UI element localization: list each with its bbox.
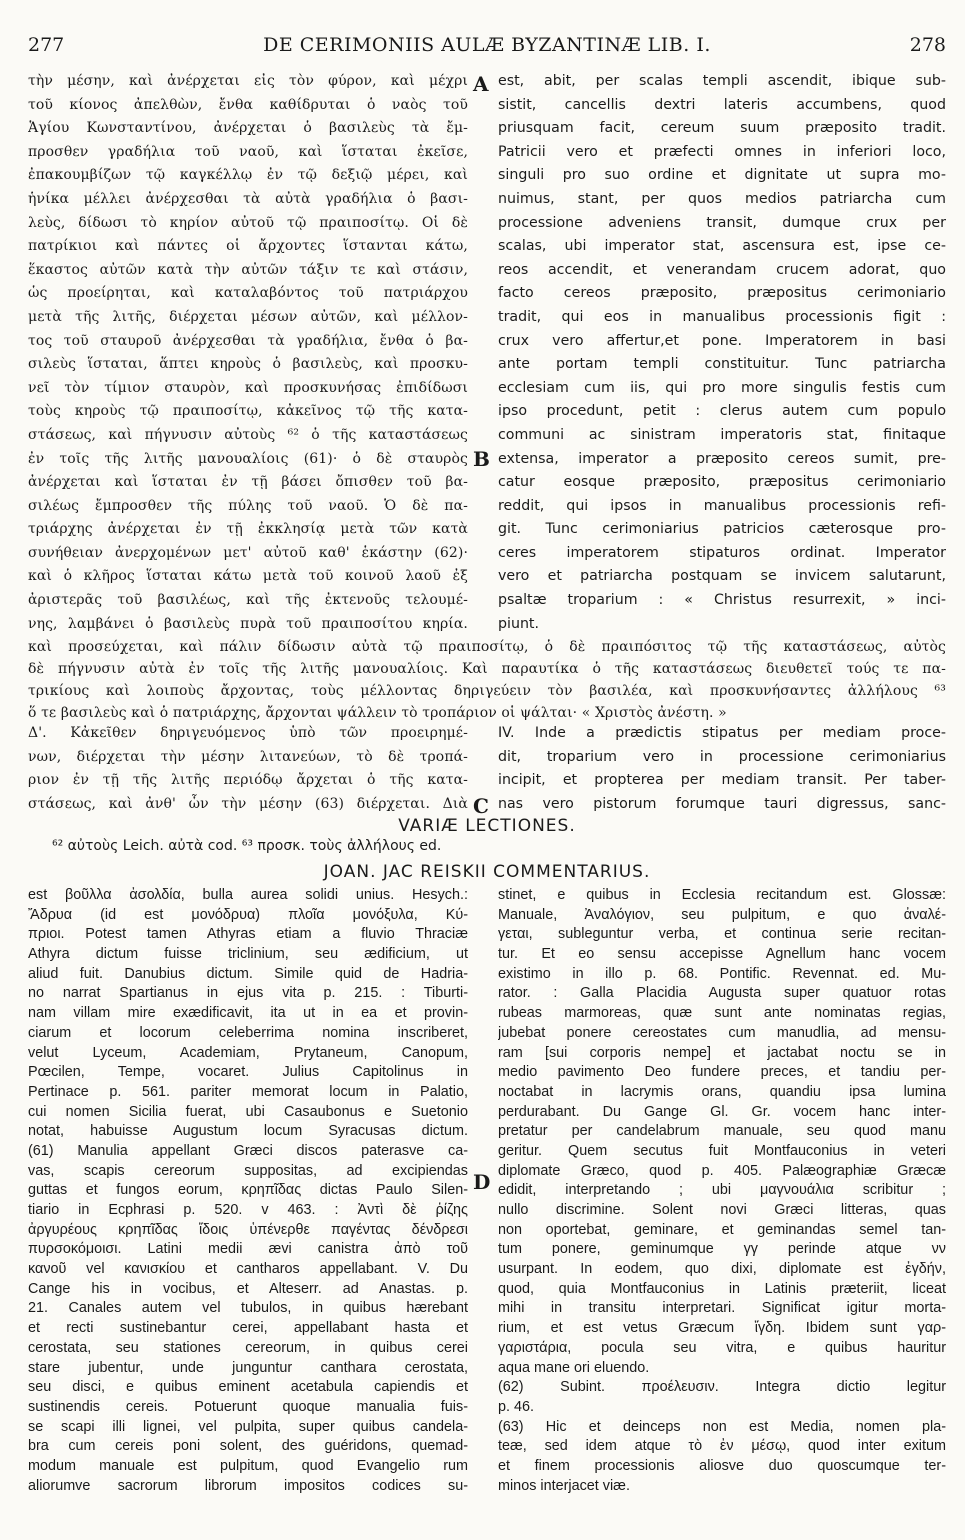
text-line: dit, troparium vero in processione cerimoniarius bbox=[498, 748, 946, 765]
text-line: στάσεως, καὶ ἀνθ' ὧν τὴν μέσην (63) διέρχεται. Διὰ bbox=[28, 795, 468, 812]
text-line: nullo discrimine. Solent novi Græci litteras, quas bbox=[498, 1202, 946, 1218]
text-line: reos accendit, et venerandam crucem adorat, quo bbox=[498, 261, 946, 278]
text-line: cerostata, seu stationes cereorum, in quibus cerei bbox=[28, 1339, 468, 1356]
commentary-right-column bbox=[498, 886, 946, 1496]
text-line: nuimus, stant, per quos medios patriarcha cum bbox=[498, 190, 946, 207]
text-line: καὶ ὁ κλῆρος ἵσταται κάτω μετὰ τοῦ κοινοῦ λαοῦ ἐξ bbox=[28, 568, 468, 585]
text-line: Athyra dictum fuisse triclinium, seu ædificium, ut bbox=[28, 946, 468, 963]
text-line: ciarum et locorum celeberrima nomina inscriberet, bbox=[28, 1024, 468, 1041]
text-line: προσθεν γραδήλια τοῦ ναοῦ, καὶ ἵσταται ἐκεῖσε, bbox=[28, 143, 468, 160]
text-line: scalas, ubi imperator stat, ascensura est, ipse ce- bbox=[498, 238, 946, 255]
text-line: nam villam mire exædificavit, ita ut in ea et provin- bbox=[28, 1005, 468, 1022]
text-line: tradit, qui eos in manualibus processionis figit : bbox=[498, 308, 946, 325]
text-line: 21. Canales autem vel tubulos, in quibus hærebant bbox=[28, 1300, 468, 1317]
text-line: Ἁγίου Κωνσταντίνου, ἀνέρχεται ὁ βασιλεὺς τὰ ἔμ- bbox=[28, 120, 468, 137]
text-line: aqua mane ori eluendo. bbox=[498, 1359, 650, 1376]
text-line: bra cum cereis poni solent, des guéridons, quemad- bbox=[28, 1438, 468, 1455]
commentary-left-column bbox=[28, 886, 468, 1496]
text-line: usurpant. In eodem, quo dixi, diplomate est ἐγδήν, bbox=[498, 1261, 946, 1278]
text-line: stare jubentur, unde junguntur canthara cerostata, bbox=[28, 1359, 468, 1376]
page-number-left: 277 bbox=[28, 34, 65, 56]
text-line: non oportebat, geminare, et geminandas semel tan- bbox=[498, 1221, 946, 1238]
margin-marker-c: C bbox=[473, 794, 489, 818]
text-line: sistit, cancellis dextri lateris accumbens, quod bbox=[498, 96, 946, 113]
text-line: ἡνίκα μέλλει ἀνέρχεσθαι τὰ αὐτὰ γραδήλια ὁ βασι- bbox=[28, 190, 468, 207]
margin-marker-a: A bbox=[473, 72, 489, 96]
text-line: στάσεως, καὶ πήγνυσιν αὐτοὺς ⁶² ὁ τῆς καταστάσεως bbox=[28, 426, 468, 443]
text-line: aliorumve sacrorum librorum impositos codices su- bbox=[28, 1477, 468, 1494]
text-line: vero et patriarcha postquam se invicem salutarunt, bbox=[498, 568, 946, 585]
text-line: quod, quia Montfauconius in Latinis præteriit, liceat bbox=[498, 1280, 946, 1297]
text-line: ἐπακουμβίζων τῷ καγκέλλῳ ἐν τῷ δεξιῷ μέρει, καὶ bbox=[28, 167, 468, 184]
text-line: nas vero pistorum forumque tauri digressus, sanc- bbox=[498, 795, 946, 812]
text-line: vas, scapis cereorum suppositas, ad excipiendas bbox=[28, 1162, 468, 1179]
text-line: Pertinace p. 561. pariter memorat locum in Palatio, bbox=[28, 1083, 468, 1100]
text-line: no narrat Spartianus in ejus vita p. 215. : Tiburti- bbox=[28, 985, 468, 1002]
text-line: σιλεὺς ἵσταται, ἅπτει κηροὺς ὁ βασιλεὺς, καὶ προσκυ- bbox=[28, 356, 468, 373]
text-line: guttas et fungos eorum, κρηπῖδας dictas Paulo Silen- bbox=[28, 1182, 468, 1199]
text-line: κανοῦ vel κανισκίου et cantharos appellabant. V. Du bbox=[28, 1261, 468, 1278]
text-line: ceres imperatorem stipaturos ordinat. Imperator bbox=[498, 544, 946, 561]
text-line: τοὺς κηροὺς τῷ πραιποσίτῳ, κἀκεῖνος τῷ τῆς κατα- bbox=[28, 403, 468, 420]
text-line: velut Lyceum, Academiam, Prytaneum, Canopum, bbox=[28, 1044, 468, 1061]
text-line: se scapi illi lignei, vel pulpita, super quibus candela- bbox=[28, 1418, 468, 1435]
text-line: reddit, qui ipsos in manualibus processionis refi- bbox=[498, 497, 946, 514]
text-line: piunt. bbox=[498, 615, 540, 632]
text-line: ἐν τοῖς τῆς λιτῆς μανουαλίοις (61)· ὁ δὲ σταυρὸς bbox=[28, 450, 468, 467]
text-line: et recti sustinebantur cerei, appellabant hasta et bbox=[28, 1320, 468, 1337]
text-line: Pœcilen, Tempe, vocaret. Julius Capitolinus in bbox=[28, 1064, 468, 1081]
greek-full-width-text bbox=[28, 636, 946, 724]
text-line: perdurabant. Du Gange Gl. Gr. vocem hanc inter- bbox=[498, 1103, 946, 1120]
text-line: τος τοῦ σταυροῦ ἀνέρχεσθαι τὰ γραδήλια, ἔνθα ὁ βα- bbox=[28, 332, 468, 349]
text-line: γαριστάρια, pocula seu vitra, e quibus hauritur bbox=[498, 1339, 946, 1356]
text-line: Cange his in vocibus, et Alteserr. ad Anastas. p. bbox=[28, 1280, 468, 1297]
text-line: cui nomen Sicilia fuerat, ubi Casaubonus e Suetonio bbox=[28, 1103, 468, 1120]
margin-marker-d: D bbox=[473, 1170, 491, 1194]
text-line: rium, et est vetus Græcum ἴγδη. Ibidem sunt γαρ- bbox=[498, 1320, 946, 1337]
latin-text-column bbox=[498, 70, 946, 636]
text-line: τοῦ κίονος ἀπελθὼν, ἔνθα καθίδρυται ὁ ναὸς τοῦ bbox=[28, 96, 468, 113]
text-line: δὲ πήγνυσιν αὐτὰ ἐν τοῖς τῆς λιτῆς μανουαλίοις. Καὶ παραυτίκα ὁ τῆς καταστάσεως διευθετεῖ τούς τε πα- bbox=[28, 661, 946, 677]
text-line: πυρσοκόμοισι. Latini medii ævi canistra ἀπὸ τοῦ bbox=[28, 1241, 468, 1258]
text-line: git. Tunc cerimoniarius patricios cæterosque pro- bbox=[498, 521, 946, 538]
text-line: συνήθειαν ἀνερχομένων μετ' αὐτοῦ καθ' ἑκάστην (62)· bbox=[28, 544, 468, 561]
text-line: ἀνέρχεται καὶ ἵσταται ἐν τῇ βάσει ὄπισθεν τοῦ βα- bbox=[28, 474, 468, 491]
book-page bbox=[28, 0, 946, 1540]
text-line: et finem processionis aliosve duo quoscumque ter- bbox=[498, 1457, 946, 1474]
text-line: modum manuale est pulpitum, quod Evangelio rum bbox=[28, 1457, 468, 1474]
text-line: singuli pro suo ordine et dignitate ut supra mo- bbox=[498, 167, 946, 184]
variae-lectiones-text: ⁶² αὐτοὺς Leich. αὐτὰ cod. ⁶³ προσκ. τοὺς ἀλλήλους ed. bbox=[52, 838, 442, 854]
text-line: ὡς προείρηται, καὶ καταλαβόντος τοῦ πατριάρχου bbox=[28, 285, 468, 302]
text-line: ἕκαστος αὐτῶν κατὰ τὴν αὐτῶν τάξιν τε καὶ στάσιν, bbox=[28, 261, 468, 278]
text-line: (63) Hic et deinceps non est Media, nomen pla- bbox=[498, 1418, 946, 1435]
margin-marker-b: B bbox=[473, 447, 490, 471]
text-line: IV. Inde a prædictis stipatus per mediam proce- bbox=[498, 725, 946, 741]
text-line: est, abit, per scalas templi ascendit, ibique sub- bbox=[498, 73, 946, 89]
text-line: noctabat in lacrymis orans, quandiu ipsa lumina bbox=[498, 1083, 946, 1100]
text-line: πριοι. Potest tamen Athyras etiam a fluvio Thraciæ bbox=[28, 926, 468, 943]
text-line: νων, διέρχεται τὴν μέσην λιτανεύων, τὸ δὲ τροπά- bbox=[28, 748, 468, 765]
text-line: crux vero affertur,et pone. Imperatorem in basi bbox=[498, 332, 946, 349]
greek-text-column-2 bbox=[28, 722, 468, 816]
text-line: πατρίκιοι καὶ πάντες οἱ ἄρχοντες ἵστανται κάτω, bbox=[28, 238, 468, 255]
text-line: aliud fuit. Danubius dictum. Simile quid de Hadria- bbox=[28, 965, 468, 982]
text-line: rubeas marmoreas, quæ sunt ante nominatas regias, bbox=[498, 1005, 946, 1022]
text-line: geritur. Quem secutus fuit Montfauconius in veteri bbox=[498, 1142, 946, 1159]
text-line: priusquam facit, cereum suum præposito tradit. bbox=[498, 120, 946, 137]
text-line: rator. : Galla Placidia Augusta super quatuor rotas bbox=[498, 985, 946, 1002]
text-line: (62) Subint. προέλευσιν. Integra dictio legitur bbox=[498, 1379, 946, 1396]
text-line: incipit, et propterea per mediam transit. Per taber- bbox=[498, 772, 946, 789]
text-line: existimo in illo p. 68. Pontific. Revennat. ed. Mu- bbox=[498, 965, 946, 982]
text-line: γεται, subleguntur verba, et continua serie recitan- bbox=[498, 926, 946, 943]
text-line: ecclesiam cum iis, qui pro more singulis festis cum bbox=[498, 379, 946, 396]
text-line: Manuale, Ἀναλόγιον, seu pulpitum, e quo ἀναλέ- bbox=[498, 906, 946, 923]
text-line: ἀργυρέους κρηπῖδας ἴδοις ὑπένερθε παγέντας δένδρεσι bbox=[28, 1221, 468, 1238]
text-line: pretatur per candelabrum manuale, seu quod manu bbox=[498, 1123, 946, 1140]
text-line: tum ponere, geminumque γγ perinde atque νν bbox=[498, 1241, 946, 1258]
text-line: τρικίους καὶ λοιποὺς ἄρχοντας, τοὺς μέλλοντας δηριγεύειν τὸν βασιλέα, καὶ προσκυνήσαντες ἀλλήλους ⁶³ bbox=[28, 683, 946, 699]
page-number-right: 278 bbox=[909, 34, 946, 56]
text-line: tur. Et eo sensu accepisse Agnellum hanc vocem bbox=[498, 946, 946, 963]
text-line: tiario in Ecphrasi p. 520. v 463. : Ἀντὶ δὲ ῥίζης bbox=[28, 1202, 468, 1218]
commentary-heading: JOAN. JAC REISKII COMMENTARIUS. bbox=[323, 862, 651, 882]
text-line: psaltæ troparium : « Christus resurrexit, » inci- bbox=[498, 592, 946, 609]
text-line: facto cereos præposito, præpositus cerimoniario bbox=[498, 285, 946, 302]
text-line: σιλέως ἔμπροσθεν τῆς πύλης τοῦ ναοῦ. Ὁ δὲ πα- bbox=[28, 497, 468, 514]
text-line: catur eosque præposito, præpositus cerimoniario bbox=[498, 474, 946, 491]
text-line: notat, habuisse Augustum locum Syracusas dictum. bbox=[28, 1123, 468, 1140]
text-line: edidit, interpretando ; ubi μαγνουάλια scribitur ; bbox=[498, 1182, 946, 1199]
latin-text-column-2 bbox=[498, 722, 946, 816]
greek-text-column bbox=[28, 70, 468, 636]
text-line: communi ac sinistram imperatoris stat, finitaque bbox=[498, 426, 946, 443]
text-line: ἀριστερᾶς τοῦ βασιλέως, καὶ τῆς ἐκτενοῦς τελουμέ- bbox=[28, 592, 468, 609]
text-line: p. 46. bbox=[498, 1398, 535, 1415]
text-line: mihi in transitu interpretari. Significat igitur morta- bbox=[498, 1300, 946, 1317]
text-line: τριάρχης ἀνέρχεται ἐν τῇ ἐκκλησίᾳ μετὰ τῶν κατὰ bbox=[28, 521, 468, 538]
text-line: minos interjacet viæ. bbox=[498, 1477, 630, 1494]
text-line: sustinendis cereis. Potuerunt quoque manualia fuis- bbox=[28, 1398, 468, 1415]
text-line: Ἄδρυα (id est μονόδρυα) πλοῖα μονόξυλα, Κύ- bbox=[28, 906, 468, 923]
running-title: DE CERIMONIIS AULÆ BYZANTINÆ LIB. I. bbox=[263, 34, 711, 56]
text-line: νης, λαμβάνει ὁ βασιλεὺς πυρὰ τοῦ πραιποσίτου κηρία. bbox=[28, 615, 468, 632]
text-line: Patricii vero et præfecti omnes in inferiori loco, bbox=[498, 143, 946, 160]
text-line: processione adveniens transit, dumque crux per bbox=[498, 214, 946, 231]
text-line: λεὺς, δίδωσι τὸ κηρίον αὐτοῦ τῷ πραιποσίτῳ. Οἱ δὲ bbox=[28, 214, 468, 231]
text-line: ante portam templi constituitur. Tunc patriarcha bbox=[498, 356, 946, 373]
text-line: medio pavimento Deo fundere preces, et tandiu per- bbox=[498, 1064, 946, 1081]
text-line: (61) Manulia appellant Græci discos paterasve ca- bbox=[28, 1142, 468, 1159]
text-line: stinet, e quibus in Ecclesia recitandum est. Glossæ: bbox=[498, 887, 946, 903]
text-line: ριον ἐν τῇ τῆς λιτῆς περιόδῳ ἄρχεται ὁ τῆς κατα- bbox=[28, 772, 468, 789]
text-line: jubebat ponere cereostates cum manudlia, ad mensu- bbox=[498, 1024, 946, 1041]
text-line: ὅ τε βασιλεὺς καὶ ὁ πατριάρχης, ἄρχονται ψάλλειν τὸ τροπάριον οἱ ψάλται· « Χριστὸς ἀνέστη. » bbox=[28, 705, 727, 721]
text-line: diplomate Græco, quod p. 405. Palæographiæ Græcæ bbox=[498, 1162, 946, 1179]
text-line: καὶ προσεύχεται, καὶ πάλιν δίδωσιν αὐτὰ τῷ πραιποσίτῳ, ὁ δὲ πραιπόσιτος τῷ τῆς καταστάσεως, αὐτὸς bbox=[28, 639, 946, 655]
running-header bbox=[28, 34, 946, 58]
text-line: extensa, imperator a præposito cereos sumit, pre- bbox=[498, 450, 946, 467]
variae-lectiones-heading: VARIÆ LECTIONES. bbox=[398, 816, 576, 836]
text-line: μετὰ τῆς λιτῆς, διέρχεται μέσων αὐτῶν, καὶ μέλλον- bbox=[28, 308, 468, 325]
text-line: Δ'. Κἀκεῖθεν δηριγευόμενος ὑπὸ τῶν προειρημέ- bbox=[28, 725, 468, 741]
text-line: teæ, sed idem atque τὸ ἐν μέσῳ, quod inter exitum bbox=[498, 1438, 946, 1455]
text-line: τὴν μέσην, καὶ ἀνέρχεται εἰς τὸν φύρον, καὶ μέχρι bbox=[28, 73, 468, 89]
text-line: seu disci, e quibus eminent acetabula capiendis et bbox=[28, 1379, 468, 1396]
text-line: ipso procedunt, petit : clerus autem cum populo bbox=[498, 403, 946, 420]
text-line: est βοῦλλα ἀσολδία, bulla aurea solidi unius. Hesych.: bbox=[28, 887, 468, 903]
text-line: νεῖ τὸν τίμιον σταυρὸν, καὶ προσκυνήσας ἐπιδίδωσι bbox=[28, 379, 468, 396]
text-line: ram [sui corporis nempe] et jactabat noctu se in bbox=[498, 1044, 946, 1061]
